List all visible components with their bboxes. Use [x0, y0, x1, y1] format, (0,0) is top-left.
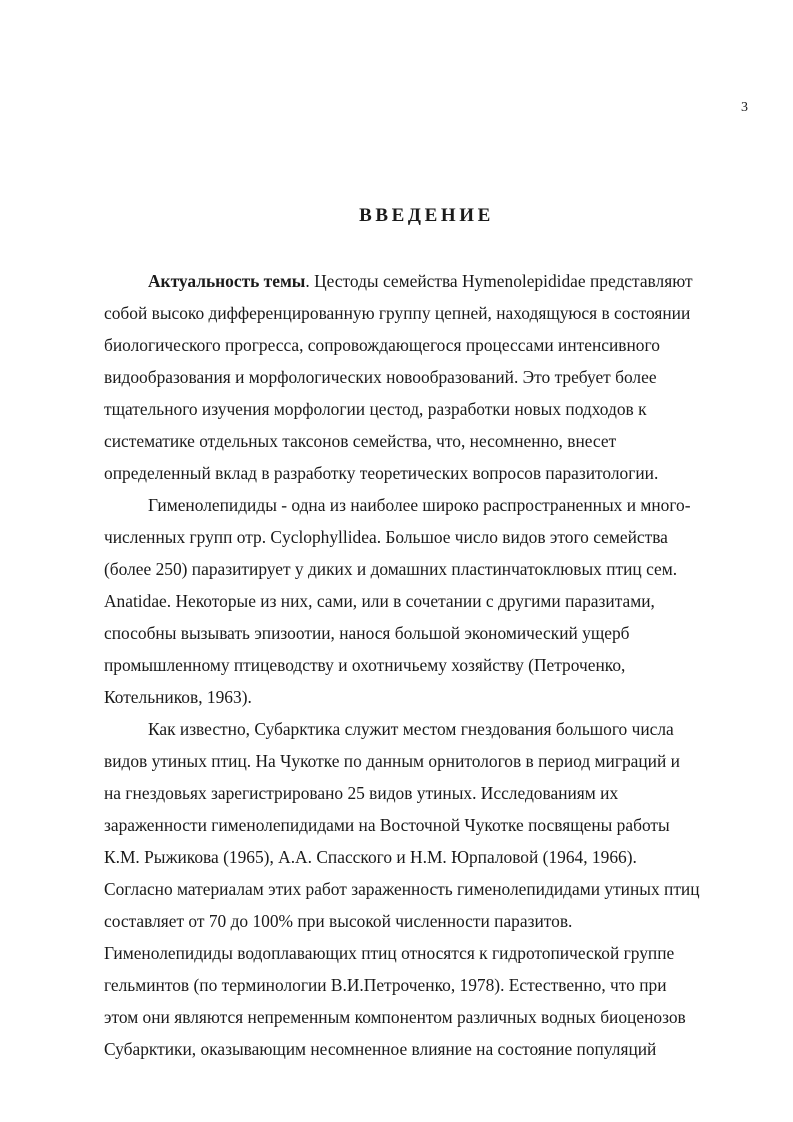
paragraph-3-line: на гнездовьях зарегистрировано 25 видов утиных. Исследованиям их: [104, 783, 619, 803]
paragraph-1-line: видообразования и морфологических новообразований. Это требует более: [104, 367, 657, 387]
paragraph-2-line: Гименолепидиды - одна из наиболее широко распространенных и много-: [148, 495, 691, 515]
paragraph-1-line: определенный вклад в разработку теоретических вопросов паразитологии.: [104, 463, 659, 483]
paragraph-3-line: составляет от 70 до 100% при высокой численности паразитов.: [104, 911, 573, 931]
paragraph-3-line: Как известно, Субарктика служит местом гнездования большого числа: [148, 719, 674, 739]
paragraph-1-first-line: [148, 270, 693, 292]
paragraph-1-lead-bold: Актуальность темы: [148, 271, 306, 291]
paragraph-2-line: Котельников, 1963).: [104, 687, 252, 707]
paragraph-2-line: промышленному птицеводству и охотничьему хозяйству (Петроченко,: [104, 655, 626, 675]
paragraph-3-line: Гименолепидиды водоплавающих птиц относятся к гидротопической группе: [104, 943, 675, 963]
paragraph-2-line: (более 250) паразитирует у диких и домашних пластинчатоклювых птиц сем.: [104, 559, 678, 579]
paragraph-1-line: систематике отдельных таксонов семейства, что, несомненно, внесет: [104, 431, 617, 451]
paragraph-3-line: видов утиных птиц. На Чукотке по данным орнитологов в период миграций и: [104, 751, 680, 771]
paragraph-1-line: собой высоко дифференцированную группу цепней, находящуюся в состоянии: [104, 303, 691, 323]
paragraph-3-line: Субарктики, оказывающим несомненное влияние на состояние популяций: [104, 1039, 657, 1059]
paragraph-3-line: К.М. Рыжикова (1965), А.А. Спасского и Н.М. Юрпаловой (1964, 1966).: [104, 847, 637, 867]
paragraph-2-line: Anatidae. Некоторые из них, сами, или в сочетании с другими паразитами,: [104, 591, 655, 611]
paragraph-3-line: Согласно материалам этих работ зараженность гименолепидидами утиных птиц: [104, 879, 700, 899]
paragraph-3-line: гельминтов (по терминологии В.И.Петроченко, 1978). Естественно, что при: [104, 975, 667, 995]
page-number: 3: [741, 100, 748, 115]
section-heading: ВВЕДЕНИЕ: [359, 205, 494, 226]
paragraph-3-line: зараженности гименолепидидами на Восточной Чукотке посвящены работы: [104, 815, 670, 835]
paragraph-2-line: способны вызывать эпизоотии, нанося большой экономический ущерб: [104, 623, 630, 643]
paragraph-2-line: численных групп отр. Cyclophyllidea. Большое число видов этого семейства: [104, 527, 668, 547]
paragraph-3-line: этом они являются непременным компонентом различных водных биоценозов: [104, 1007, 686, 1027]
paragraph-1-line: биологического прогресса, сопровождающегося процессами интенсивного: [104, 335, 660, 355]
paragraph-1-lead-rest: . Цестоды семейства Hymenolepididae представляют: [305, 271, 693, 291]
paragraph-1-line: тщательного изучения морфологии цестод, разработки новых подходов к: [104, 399, 647, 419]
